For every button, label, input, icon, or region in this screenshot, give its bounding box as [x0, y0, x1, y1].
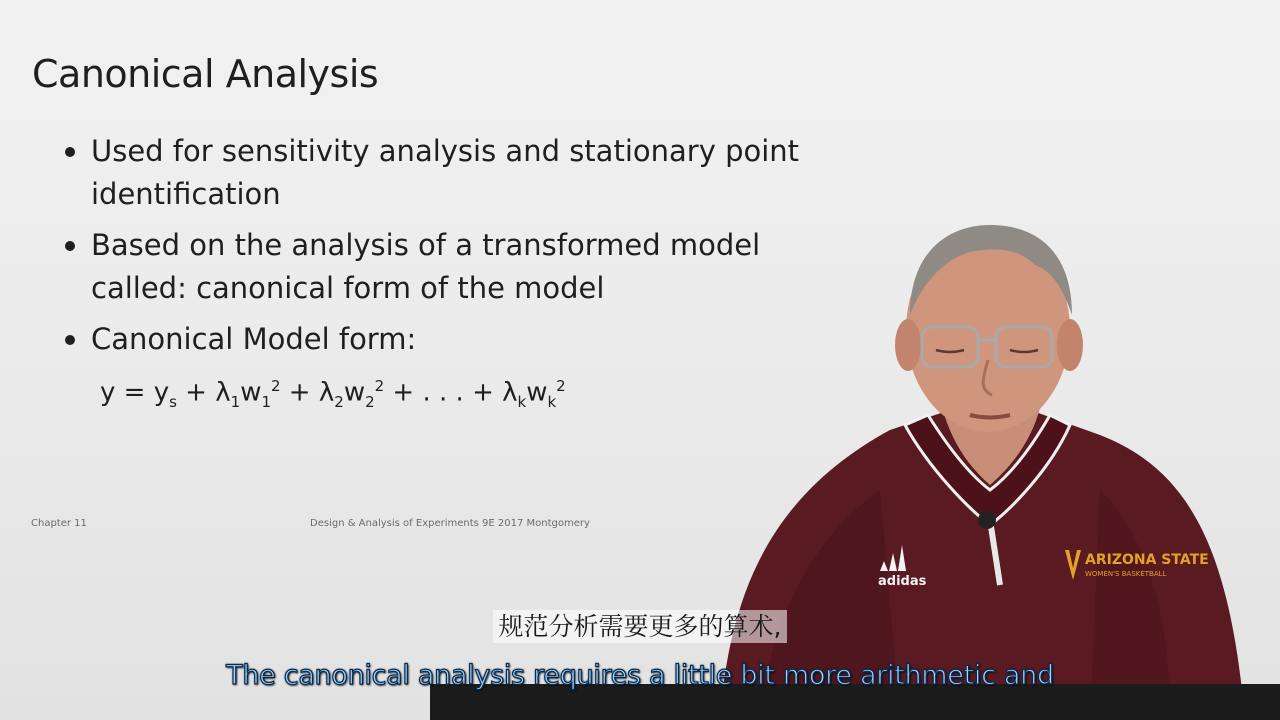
subtitle-english: The canonical analysis requires a little bit more arithmetic and	[226, 660, 1054, 691]
bullet-dot-icon	[65, 147, 75, 157]
bullet-text: Canonical Model form:	[91, 322, 417, 356]
bullet-dot-icon	[65, 335, 75, 345]
slide-footer-source: Design & Analysis of Experiments 9E 2017 Montgomery	[310, 518, 590, 529]
svg-text:adidas: adidas	[878, 574, 927, 589]
svg-text:ARIZONA STATE: ARIZONA STATE	[1085, 552, 1209, 568]
bullet-text: Used for sensitivity analysis and stationary point identification	[91, 134, 800, 211]
slide-footer-chapter: Chapter 11	[31, 518, 87, 529]
presenter-figure	[700, 220, 1280, 720]
svg-text:WOMEN'S BASKETBALL: WOMEN'S BASKETBALL	[1085, 570, 1167, 578]
bullet-item	[62, 130, 822, 216]
bullet-dot-icon	[65, 241, 75, 251]
subtitle-chinese: 规范分析需要更多的算术,	[0, 607, 1280, 643]
slide-title: Canonical Analysis	[32, 52, 379, 96]
canonical-equation: $y = y_s + \lambda_1w_1^2 + \lambda_2w_2^2$ + . . . + $\lambda_kw_k^2$	[100, 377, 566, 411]
lapel-mic-icon	[978, 511, 996, 529]
bullet-text: Based on the analysis of a transformed model called: canonical form of the model	[91, 228, 761, 305]
